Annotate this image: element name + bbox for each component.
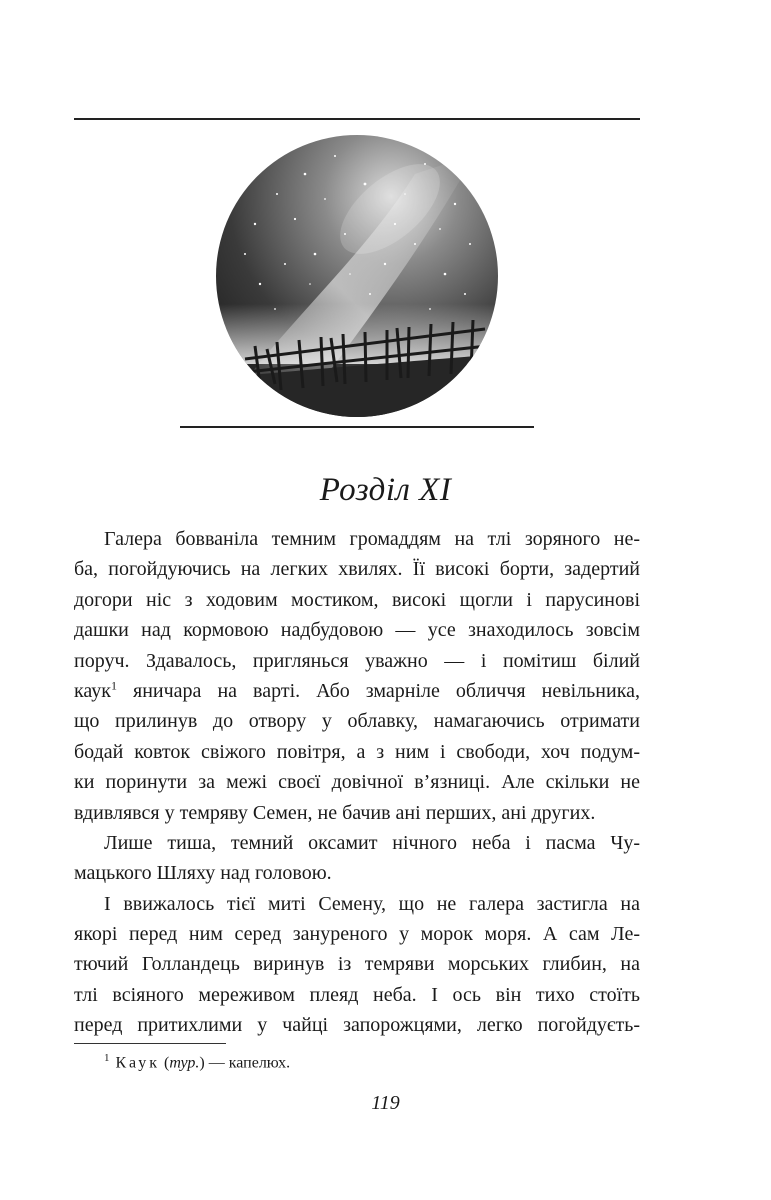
text-line-with-footnote [74, 676, 640, 706]
illustration-rule [180, 426, 534, 428]
text-line: перед притихлими у чайці запорожцями, легко погойдуєть- [74, 1014, 640, 1037]
paragraph-3 [74, 889, 640, 1041]
footnote-reference[interactable]: 1 [111, 678, 117, 693]
footnote-definition: — капелюх. [204, 1054, 291, 1072]
text-line: якорі перед ним серед зануреного у морок моря. А сам Ле- [74, 923, 640, 946]
footnote [104, 1052, 290, 1072]
text-line: бодай ковток свіжого повітря, а з ним і свободи, хоч подум- [74, 740, 640, 763]
text-line: І ввижалось тієї миті Семену, що не галера застигла на [104, 892, 640, 915]
footnote-language-note: тур. [169, 1054, 200, 1072]
text-line: ба, погойдуючись на легких хвилях. Її високі борти, задертий [74, 558, 640, 581]
text-line: вдивлявся у темряву Семен, не бачив ані перших, ані других. [74, 801, 596, 824]
text-line: тючий Голландець виринув із темряви морських глибин, на [74, 953, 640, 976]
text-fragment: яничара на варті. Або змарніле обличчя невільника, [117, 679, 640, 702]
header-rule [74, 118, 640, 120]
text-fragment: каук [74, 679, 111, 702]
chapter-illustration [215, 134, 499, 418]
footnote-number: 1 [104, 1052, 110, 1064]
footnote-paren: ) [199, 1054, 205, 1072]
footnote-rule [74, 1043, 226, 1044]
text-line: Лише тиша, темний оксамит нічного неба і пасма Чу- [104, 831, 640, 854]
chapter-title: Розділ XI [319, 472, 452, 508]
footnote-paren: ( [160, 1054, 170, 1072]
text-line: тлі всіяного мереживом плеяд неба. І ось він тихо стоїть [74, 983, 640, 1006]
page-number: 119 [371, 1092, 400, 1114]
footnote-term: Каук [115, 1054, 161, 1072]
text-line: Галера бовваніла темним громаддям на тлі зоряного не- [104, 528, 640, 550]
paragraph-2 [74, 828, 640, 889]
text-line: дашки над кормовою надбудовою — усе знаходилось зовсім [74, 619, 640, 642]
text-line: ки поринути за межі своєї довічної в’язниці. Але скільки не [74, 771, 640, 794]
text-line: мацького Шляху над головою. [74, 862, 332, 885]
text-line: поруч. Здавалось, приглянься уважно — і помітиш білий [74, 649, 640, 672]
text-line: що прилинув до отвору у облавку, намагаючись отримати [74, 710, 640, 733]
body-text [74, 524, 640, 1041]
paragraph-1 [74, 524, 640, 828]
text-line: догори ніс з ходовим мостиком, високі щогли і парусинові [74, 588, 640, 611]
